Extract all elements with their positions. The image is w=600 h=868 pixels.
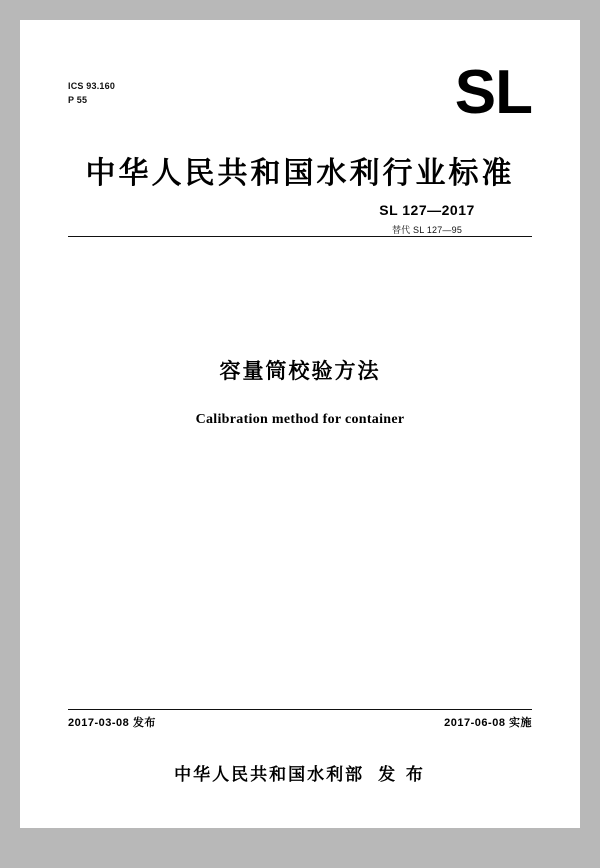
footer-divider	[68, 709, 532, 710]
publisher-line	[68, 760, 532, 785]
sl-logo: SL	[454, 58, 532, 127]
issue-date: 2017-03-08 发布	[68, 717, 156, 729]
subject-title-en: Calibration method for container	[195, 412, 405, 427]
publisher-name: 中华人民共和国水利部	[174, 765, 365, 784]
header-divider	[68, 236, 532, 237]
page-title: 中华人民共和国水利行业标准	[85, 157, 515, 190]
subject-title-cn: 容量筒校验方法	[219, 360, 381, 383]
ics-code: ICS 93.160	[68, 81, 116, 91]
replaces-note: 替代 SL 127—95	[391, 225, 463, 235]
standard-cover-page	[20, 20, 580, 828]
publisher-verb: 发 布	[378, 765, 426, 784]
ics-classification-block	[68, 80, 115, 108]
cover-content-area	[68, 20, 532, 828]
standard-number: SL 127—2017	[379, 202, 475, 218]
dates-row	[68, 714, 532, 730]
ccs-code: P 55	[68, 94, 88, 105]
effective-date: 2017-06-08 实施	[444, 717, 532, 729]
standard-number-block	[322, 202, 532, 236]
